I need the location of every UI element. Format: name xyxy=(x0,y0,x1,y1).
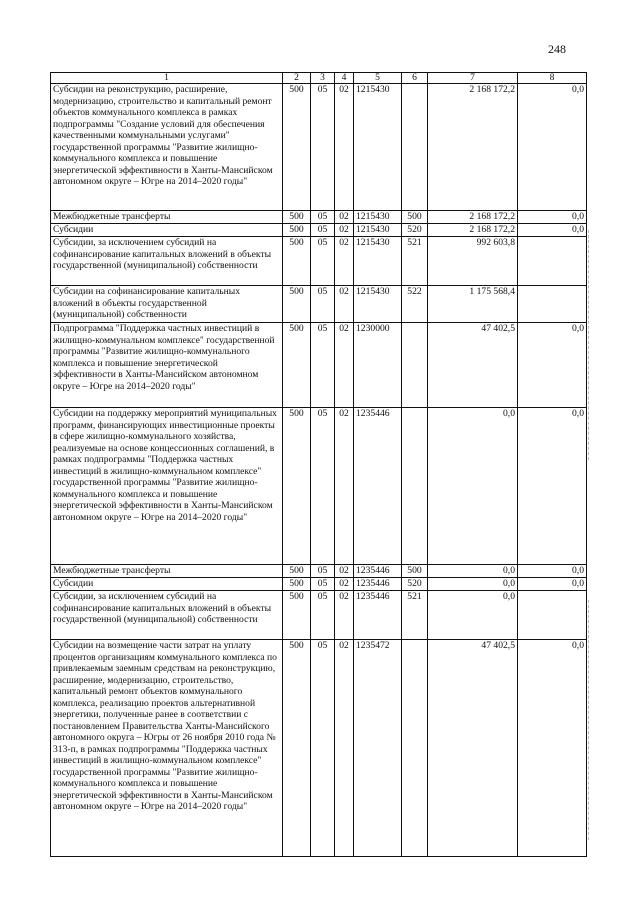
row-amount-next: 0,0 xyxy=(518,84,587,211)
column-number-header: 8 xyxy=(518,73,587,84)
row-code-target: 1215430 xyxy=(354,224,402,237)
row-code-section: 05 xyxy=(311,84,335,211)
row-code-section: 05 xyxy=(311,286,335,323)
table-row xyxy=(51,224,587,237)
row-amount-next xyxy=(518,591,587,640)
row-amount-next: 0,0 xyxy=(518,211,587,224)
row-code-target: 1235472 xyxy=(354,640,402,857)
row-code-target: 1215430 xyxy=(354,211,402,224)
page-number: 248 xyxy=(548,42,566,56)
row-amount: 0,0 xyxy=(428,578,518,591)
row-description: Межбюджетные трансферты xyxy=(51,565,283,578)
row-code-ministry: 500 xyxy=(283,591,311,640)
row-description: Субсидии на возмещение части затрат на уплату процентов организациям коммунального комплекса по привлекаемым заемным средствам на реконструкцию, расширение, модернизацию, строительство, капитальный ремонт объектов коммунального комплекса, реализацию проектов альтернативной энергетики, полученные ранее в соответствии с постановлением Правительства Ханты-Мансийского автономного округа – Югры от 26 ноября 2010 года № 313-п, в рамках подпрограммы "Поддержка частных инвестиций в жилищно-коммунальном комплексе" государственной программы "Развитие жилищно-коммунального комплекса и повышение энергетической эффективности в Ханты-Мансийском автономном округе – Югре на 2014–2020 годы" xyxy=(51,640,283,857)
row-code-target: 1215430 xyxy=(354,237,402,286)
table-row xyxy=(51,237,587,286)
row-code-subsection: 02 xyxy=(335,224,354,237)
row-code-target: 1235446 xyxy=(354,591,402,640)
scan-artifact xyxy=(582,230,589,460)
row-code-section: 05 xyxy=(311,640,335,857)
row-code-type: 520 xyxy=(402,578,428,591)
row-code-ministry: 500 xyxy=(283,211,311,224)
row-code-section: 05 xyxy=(311,408,335,565)
column-number-header: 3 xyxy=(311,73,335,84)
row-code-ministry: 500 xyxy=(283,84,311,211)
row-code-target: 1235446 xyxy=(354,408,402,565)
row-amount: 47 402,5 xyxy=(428,323,518,408)
row-amount-next: 0,0 xyxy=(518,578,587,591)
row-code-subsection: 02 xyxy=(335,578,354,591)
row-description: Межбюджетные трансферты xyxy=(51,211,283,224)
row-code-section: 05 xyxy=(311,578,335,591)
row-code-type: 520 xyxy=(402,224,428,237)
row-code-section: 05 xyxy=(311,211,335,224)
row-code-type xyxy=(402,408,428,565)
row-code-ministry: 500 xyxy=(283,286,311,323)
row-code-target: 1235446 xyxy=(354,578,402,591)
row-code-subsection: 02 xyxy=(335,323,354,408)
table-row xyxy=(51,84,587,211)
table-row xyxy=(51,286,587,323)
row-code-subsection: 02 xyxy=(335,408,354,565)
row-description: Субсидии на софинансирование капитальных вложений в объекты государственной (муниципальной) собственности xyxy=(51,286,283,323)
column-number-header: 1 xyxy=(51,73,283,84)
row-amount: 2 168 172,2 xyxy=(428,84,518,211)
row-amount-next xyxy=(518,237,587,286)
row-code-subsection: 02 xyxy=(335,237,354,286)
table-header-row xyxy=(51,73,587,84)
row-amount-next: 0,0 xyxy=(518,408,587,565)
row-code-section: 05 xyxy=(311,237,335,286)
row-code-subsection: 02 xyxy=(335,640,354,857)
row-amount-next xyxy=(518,286,587,323)
row-description: Субсидии на поддержку мероприятий муниципальных программ, финансирующих инвестиционные проекты в сфере жилищно-коммунального хозяйства, реализуемые на основе концессионных соглашений, в рамках подпрограммы "Поддержка частных инвестиций в жилищно-коммунальном комплексе" государственной программы "Развитие жилищно-коммунального комплекса и повышение энергетической эффективности в Ханты-Мансийском автономном округе – Югре на 2014–2020 годы" xyxy=(51,408,283,565)
table-row xyxy=(51,211,587,224)
table-row xyxy=(51,323,587,408)
row-code-target: 1235446 xyxy=(354,565,402,578)
row-code-ministry: 500 xyxy=(283,224,311,237)
row-amount: 47 402,5 xyxy=(428,640,518,857)
row-code-ministry: 500 xyxy=(283,565,311,578)
row-amount-next: 0,0 xyxy=(518,640,587,857)
table-row xyxy=(51,640,587,857)
row-description: Подпрограмма "Поддержка частных инвестиций в жилищно-коммунальном комплексе" государственной программы "Развитие жилищно-коммунального комплекса и повышение энергетической эффективности в Ханты-Мансийском автономном округе – Югре на 2014–2020 годы" xyxy=(51,323,283,408)
row-code-ministry: 500 xyxy=(283,578,311,591)
row-amount: 0,0 xyxy=(428,565,518,578)
row-code-ministry: 500 xyxy=(283,237,311,286)
row-amount: 992 603,8 xyxy=(428,237,518,286)
row-amount: 2 168 172,2 xyxy=(428,224,518,237)
column-number-header: 6 xyxy=(402,73,428,84)
row-code-section: 05 xyxy=(311,591,335,640)
row-code-type: 500 xyxy=(402,211,428,224)
column-number-header: 2 xyxy=(283,73,311,84)
row-code-section: 05 xyxy=(311,224,335,237)
row-code-type xyxy=(402,323,428,408)
row-amount-next: 0,0 xyxy=(518,224,587,237)
row-code-target: 1230000 xyxy=(354,323,402,408)
row-description: Субсидии, за исключением субсидий на софинансирование капитальных вложений в объекты государственной (муниципальной) собственности xyxy=(51,591,283,640)
row-amount: 0,0 xyxy=(428,408,518,565)
row-description: Субсидии, за исключением субсидий на софинансирование капитальных вложений в объекты государственной (муниципальной) собственности xyxy=(51,237,283,286)
row-amount: 2 168 172,2 xyxy=(428,211,518,224)
row-code-type: 522 xyxy=(402,286,428,323)
row-code-ministry: 500 xyxy=(283,323,311,408)
column-number-header: 4 xyxy=(335,73,354,84)
row-code-ministry: 500 xyxy=(283,408,311,565)
row-code-type xyxy=(402,640,428,857)
row-amount-next: 0,0 xyxy=(518,565,587,578)
column-number-header: 5 xyxy=(354,73,402,84)
table-row xyxy=(51,408,587,565)
table-row xyxy=(51,578,587,591)
scan-artifact xyxy=(582,600,589,840)
row-code-target: 1215430 xyxy=(354,84,402,211)
column-number-header: 7 xyxy=(428,73,518,84)
row-description: Субсидии xyxy=(51,578,283,591)
row-code-subsection: 02 xyxy=(335,591,354,640)
table-row xyxy=(51,591,587,640)
row-code-target: 1215430 xyxy=(354,286,402,323)
row-amount-next: 0,0 xyxy=(518,323,587,408)
row-amount: 1 175 568,4 xyxy=(428,286,518,323)
row-code-type: 500 xyxy=(402,565,428,578)
row-description: Субсидии xyxy=(51,224,283,237)
row-code-subsection: 02 xyxy=(335,286,354,323)
row-amount: 0,0 xyxy=(428,591,518,640)
row-code-ministry: 500 xyxy=(283,640,311,857)
budget-table xyxy=(50,72,587,857)
row-code-section: 05 xyxy=(311,323,335,408)
row-code-subsection: 02 xyxy=(335,84,354,211)
table-row xyxy=(51,565,587,578)
row-code-type xyxy=(402,84,428,211)
row-code-subsection: 02 xyxy=(335,565,354,578)
row-code-type: 521 xyxy=(402,237,428,286)
row-description: Субсидии на реконструкцию, расширение, модернизацию, строительство и капитальный ремонт объектов коммунального комплекса в рамках подпрограммы "Создание условий для обеспечения качественными коммунальными услугами" государственной программы "Развитие жилищно-коммунального комплекса и повышение энергетической эффективности в Ханты-Мансийском автономном округе – Югре на 2014–2020 годы" xyxy=(51,84,283,211)
row-code-subsection: 02 xyxy=(335,211,354,224)
row-code-type: 521 xyxy=(402,591,428,640)
row-code-section: 05 xyxy=(311,565,335,578)
